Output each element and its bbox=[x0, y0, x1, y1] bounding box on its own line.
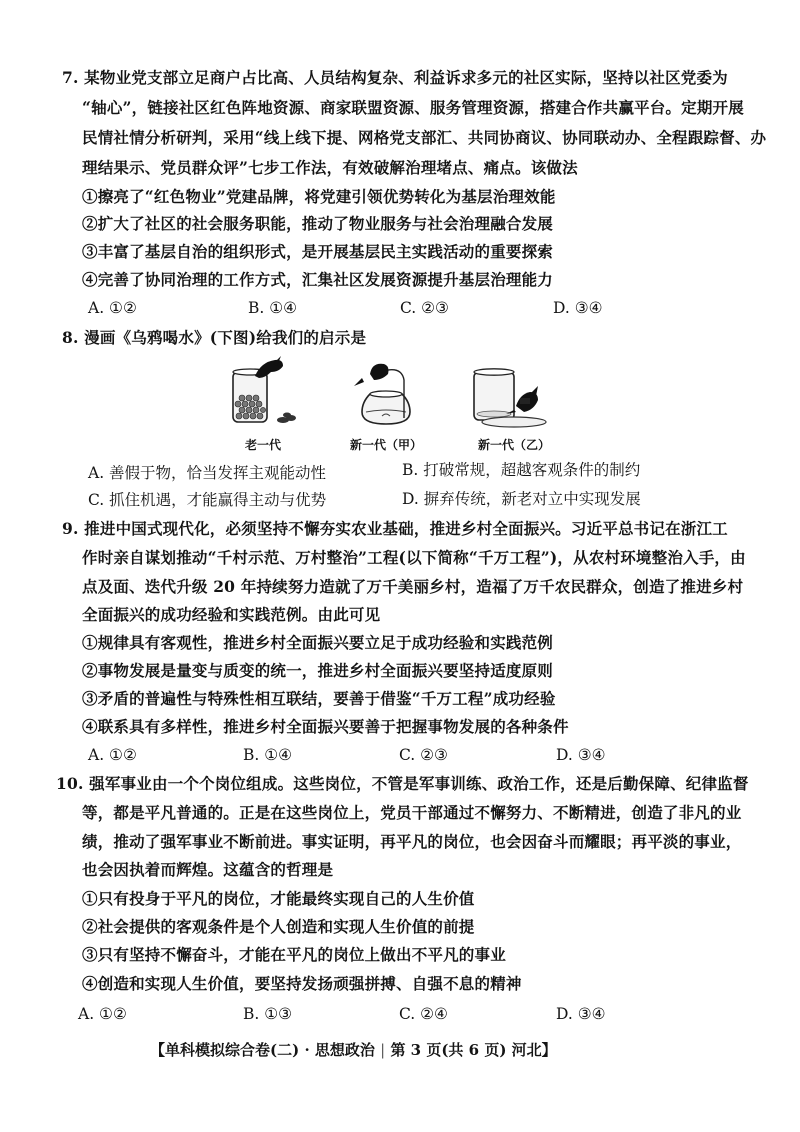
q10-statement-2: ②社会提供的客观条件是个人创造和实现人生价值的前提 bbox=[82, 917, 475, 936]
q7-stem-line-1: 7. 某物业党支部立足商户占比高、人员结构复杂、利益诉求多元的社区实际，坚持以社区党委为 bbox=[62, 68, 728, 87]
q8-option-c[interactable]: C. 抓住机遇，才能赢得主动与优势 bbox=[88, 491, 327, 509]
crow-straw-cartoon-icon bbox=[348, 358, 428, 430]
q10-stem-line-3: 绩，推动了强军事业不断前进。事实证明，再平凡的岗位，也会因奋斗而耀眼；再平淡的事业， bbox=[82, 832, 742, 851]
footer-region: 河北】 bbox=[511, 1041, 557, 1059]
q10-statement-1: ①只有投身于平凡的岗位，才能最终实现自己的人生价值 bbox=[82, 889, 475, 908]
q10-option-b[interactable]: B. ①③ bbox=[243, 1005, 293, 1023]
q10-statement-3: ③只有坚持不懈奋斗，才能在平凡的岗位上做出不平凡的事业 bbox=[82, 945, 506, 964]
q7-option-a[interactable]: A. ①② bbox=[88, 299, 137, 317]
q7-statement-3: ③丰富了基层自治的组织形式，是开展基层民主实践活动的重要探索 bbox=[82, 242, 554, 261]
q9-option-d[interactable]: D. ③④ bbox=[556, 746, 606, 764]
q7-option-c[interactable]: C. ②③ bbox=[400, 299, 449, 317]
q9-option-b[interactable]: B. ①④ bbox=[243, 746, 293, 764]
q9-stem-line-4: 全面振兴的成功经验和实践范例。由此可见 bbox=[82, 605, 381, 624]
q10-option-c[interactable]: C. ②④ bbox=[399, 1005, 448, 1023]
q10-stem-line-2: 等，都是平凡普通的。正是在这些岗位上，党员干部通过不懈努力、不断精进，创造了非凡的业 bbox=[82, 803, 742, 822]
footer-separator: | bbox=[380, 1041, 386, 1059]
q8-option-d[interactable]: D. 摒弃传统，新老对立中实现发展 bbox=[402, 490, 641, 508]
cartoon-caption-new-b: 新一代（乙） bbox=[478, 438, 551, 452]
q9-statement-4: ④联系具有多样性，推进乡村全面振兴要善于把握事物发展的各种条件 bbox=[82, 717, 569, 736]
q7-statement-1: ①擦亮了“红色物业”党建品牌，将党建引领优势转化为基层治理效能 bbox=[82, 187, 556, 206]
q7-stem-line-2: “轴心”，链接社区红色阵地资源、商家联盟资源、服务管理资源，搭建合作共赢平台。定期开展 bbox=[82, 98, 744, 117]
q9-statement-3: ③矛盾的普遍性与特殊性相互联结，要善于借鉴“千万工程”成功经验 bbox=[82, 689, 556, 708]
q9-stem-line-1: 9. 推进中国式现代化，必须坚持不懈夯实农业基础，推进乡村全面振兴。习近平总书记在浙江工 bbox=[62, 519, 728, 538]
crow-tip-jar-cartoon-icon bbox=[468, 358, 553, 430]
q7-stem-line-3: 民情社情分析研判，采用“线上线下提、网格党支部汇、共同协商议、协同联动办、全程跟踪督、办 bbox=[82, 128, 767, 147]
q10-statement-4: ④创造和实现人生价值，要坚持发扬顽强拼搏、自强不息的精神 bbox=[82, 974, 522, 993]
q9-stem-line-3: 点及面、迭代升级 20 年持续努力造就了万千美丽乡村，造福了万千农民群众，创造了推进乡村 bbox=[82, 577, 744, 596]
q7-stem-line-4: 理结果示、党员群众评”七步工作法，有效破解治理堵点、痛点。该做法 bbox=[82, 158, 578, 177]
q10-stem-line-1: 10. 强军事业由一个个岗位组成。这些岗位，不管是军事训练、政治工作，还是后勤保障、纪律监督 bbox=[56, 774, 749, 793]
q7-statement-4: ④完善了协同治理的工作方式，汇集社区发展资源提升基层治理能力 bbox=[82, 270, 554, 289]
page-footer bbox=[150, 1039, 557, 1060]
q10-option-d[interactable]: D. ③④ bbox=[556, 1005, 606, 1023]
q8-option-a[interactable]: A. 善假于物，恰当发挥主观能动性 bbox=[88, 464, 327, 482]
q8-stem: 8. 漫画《乌鸦喝水》(下图)给我们的启示是 bbox=[62, 328, 367, 347]
q7-option-b[interactable]: B. ①④ bbox=[248, 299, 298, 317]
q7-statement-2: ②扩大了社区的社会服务职能，推动了物业服务与社会治理融合发展 bbox=[82, 214, 554, 233]
q9-statement-2: ②事物发展是量变与质变的统一，推进乡村全面振兴要坚持适度原则 bbox=[82, 661, 554, 680]
q10-option-a[interactable]: A. ①② bbox=[78, 1005, 127, 1023]
footer-subject: 思想政治 bbox=[314, 1041, 375, 1059]
q7-option-d[interactable]: D. ③④ bbox=[553, 299, 603, 317]
footer-page-number: 第 3 页(共 6 页) bbox=[390, 1041, 507, 1059]
crow-pebbles-cartoon-icon bbox=[225, 358, 305, 430]
q9-statement-1: ①规律具有客观性，推进乡村全面振兴要立足于成功经验和实践范例 bbox=[82, 633, 554, 652]
cartoon-caption-old: 老一代 bbox=[245, 438, 282, 452]
footer-dot: · bbox=[304, 1041, 310, 1059]
q8-option-b[interactable]: B. 打破常规，超越客观条件的制约 bbox=[402, 461, 641, 479]
q9-option-a[interactable]: A. ①② bbox=[88, 746, 137, 764]
q9-option-c[interactable]: C. ②③ bbox=[399, 746, 448, 764]
cartoon-caption-new-a: 新一代（甲） bbox=[350, 438, 423, 452]
footer-paper-title: 【单科模拟综合卷(二) bbox=[150, 1041, 300, 1059]
q9-stem-line-2: 作时亲自谋划推动“千村示范、万村整治”工程(以下简称“千万工程”)，从农村环境整治入手，由 bbox=[82, 548, 746, 567]
q10-stem-line-4: 也会因执着而辉煌。这蕴含的哲理是 bbox=[82, 860, 334, 879]
